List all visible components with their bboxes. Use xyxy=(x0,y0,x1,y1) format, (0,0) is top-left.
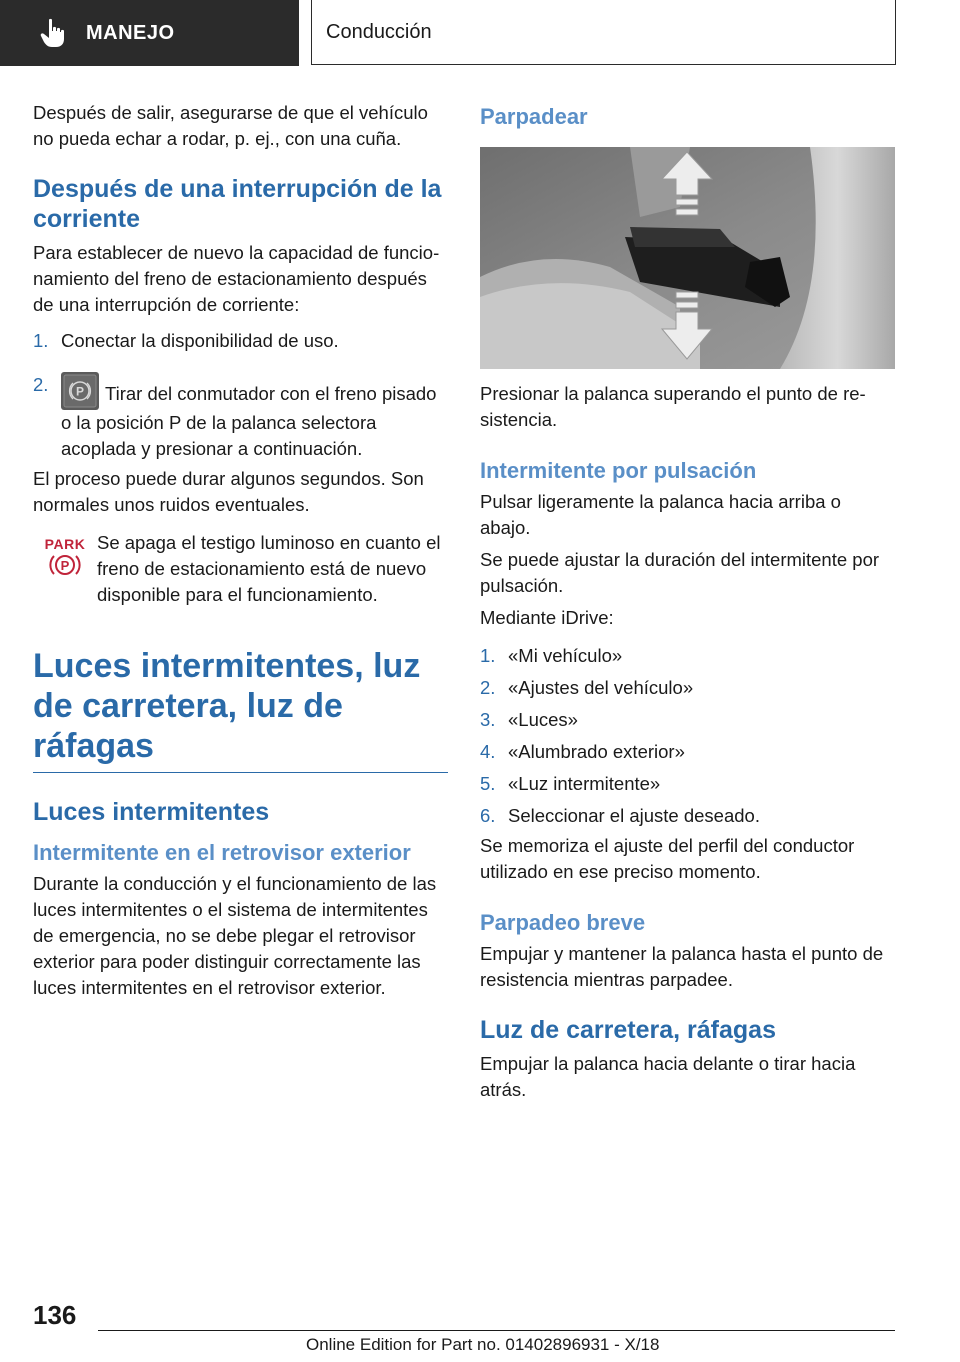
blink-paragraph: Presionar la palanca superando el punto de resistencia. xyxy=(480,383,866,430)
intro-paragraph: Después de salir, asegurarse de que el vehículo no pueda echar a rodar, p. ej., con una cuña. xyxy=(33,102,428,149)
right-column xyxy=(480,100,895,1103)
heading-lights: Luces intermitentes, luz de carretera, luz de ráfagas xyxy=(33,646,448,773)
chapter-tab xyxy=(311,0,896,65)
heading-high-beam: Luz de carretera, ráfagas xyxy=(480,1016,776,1044)
list-item: 1. «Mi vehículo» xyxy=(480,645,623,666)
heading-pulse: Intermitente por pulsación xyxy=(480,458,757,483)
mirror-paragraph: Durante la conducción y el funcionamiento de las luces intermitentes o el sistema de intermitentes de emergencia, no se debe plegar el retrovisor exterior para poder distinguir correctamente las luces intermitentes en el retrovisor exterior. xyxy=(33,873,437,998)
list-item: 3. «Luces» xyxy=(480,709,578,730)
power-steps xyxy=(33,328,448,462)
list-item: 1. Conectar la disponibilidad de uso. xyxy=(33,330,339,351)
pulse-paragraph-3: Mediante iDrive: xyxy=(480,607,614,628)
footer-edition: Online Edition for Part no. 01402896931 - X/18 xyxy=(306,1335,660,1354)
park-indicator-icon: PARK P xyxy=(44,536,86,573)
parking-brake-switch-icon xyxy=(61,372,99,410)
heading-brief-blink: Parpadeo breve xyxy=(480,910,646,935)
svg-text:P: P xyxy=(75,384,85,399)
pulse-paragraph-1: Pulsar ligeramente la palanca hacia arriba o abajo. xyxy=(480,491,841,538)
heading-blink: Parpadear xyxy=(480,104,588,129)
idrive-steps xyxy=(480,643,895,829)
hand-pointer-icon xyxy=(40,18,66,48)
process-paragraph: El proceso puede durar algunos segundos. Son normales unos ruidos eventuales. xyxy=(33,468,424,515)
indicator-note-text: Se apaga el testigo luminoso en cuanto el freno de estacionamiento está de nuevo disponible para el funcionamiento. xyxy=(97,532,441,605)
heading-power-interruption: Después de una interrupción de la corriente xyxy=(33,175,442,233)
section-title: MANEJO xyxy=(86,21,175,44)
list-item: 6. Seleccionar el ajuste deseado. xyxy=(480,805,760,826)
section-tab xyxy=(0,0,299,66)
heading-mirror-signal: Intermitente en el retrovisor exterior xyxy=(33,840,411,865)
pulse-paragraph-2: Se puede ajustar la duración del intermitente por pulsación. xyxy=(480,549,880,596)
list-item: 2. «Ajustes del vehículo» xyxy=(480,677,694,698)
svg-text:P: P xyxy=(60,558,70,573)
list-item: 5. «Luz intermitente» xyxy=(480,773,661,794)
list-item: 2. P Tirar del conmutador con el freno pisado o la posición P de la palanca selectora acoplada y presionar a continuación. xyxy=(33,374,437,459)
list-item: 4. «Alumbrado exterior» xyxy=(480,741,685,762)
chapter-title: Conducción xyxy=(326,20,432,43)
left-column xyxy=(33,100,448,1001)
heading-turn-signals: Luces intermitentes xyxy=(33,798,270,826)
power-paragraph: Para establecer de nuevo la capacidad de funcionamiento del freno de estacionamiento después de una interrupción de corriente: xyxy=(33,242,440,315)
turn-signal-lever-image xyxy=(480,147,895,369)
indicator-note xyxy=(33,530,448,608)
high-beam-paragraph: Empujar la palanca hacia delante o tirar hacia atrás. xyxy=(480,1053,856,1100)
page-number: 136 xyxy=(33,1300,77,1330)
footer-divider xyxy=(98,1330,895,1331)
brief-paragraph: Empujar y mantener la palanca hasta el punto de resistencia mientras parpadee. xyxy=(480,943,884,990)
memo-paragraph: Se memoriza el ajuste del perfil del conductor utilizado en ese preciso momento. xyxy=(480,835,855,882)
